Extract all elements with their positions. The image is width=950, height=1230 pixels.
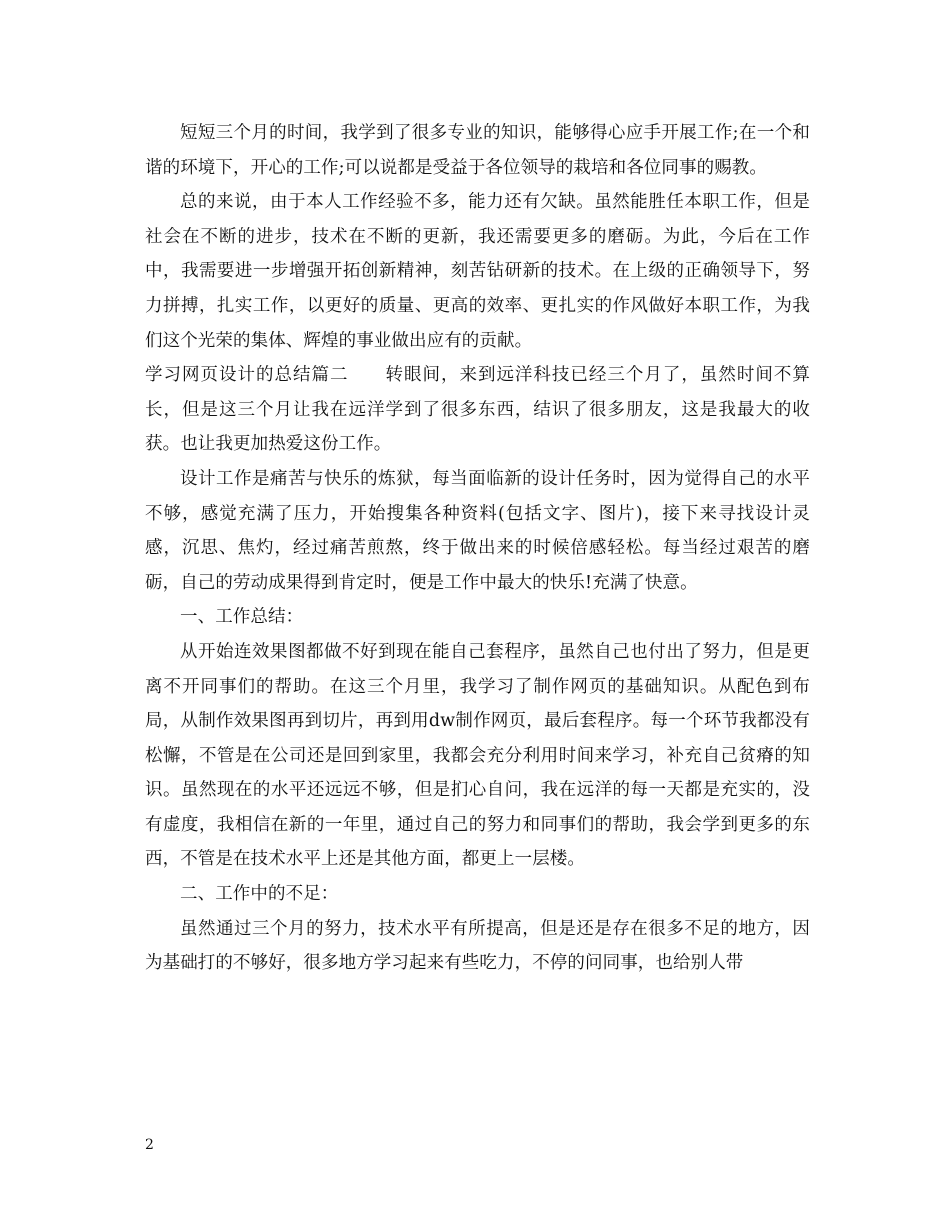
paragraph-8: 虽然通过三个月的努力，技术水平有所提高，但是还是存在很多不足的地方，因为基础打的不够好，很多地方学习起来有些吃力，不停的问同事，也给别人带 (145, 918, 810, 974)
paragraph-3-section-title: 学习网页设计的总结篇二 转眼间，来到远洋科技已经三个月了，虽然时间不算长，但是这三个月让我在远洋学到了很多东西，结识了很多朋友，这是我最大的收获。也让我更加热爱这份工作。 (145, 365, 810, 455)
heading-work-summary: 一、工作总结： (180, 607, 304, 628)
paragraph-6: 从开始连效果图都做不好到现在能自己套程序，虽然自己也付出了努力，但是更离不开同事们的帮助。在这三个月里，我学习了制作网页的基础知识。从配色到布局，从制作效果图再到切片，再到用dw制作网页，最后套程序。每一个环节我都没有松懈，不管是在公司还是回到家里，我都会充分利用时间来学习，补充自己贫瘠的知识。虽然现在的水平还远远不够，但是扪心自问，我在远洋的每一天都是充实的，没有虚度，我相信在新的一年里，通过自己的努力和同事们的帮助，我会学到更多的东西，不管是在技术水平上还是其他方面，都更上一层楼。 (145, 641, 810, 870)
heading-shortcomings: 二、工作中的不足： (180, 884, 339, 905)
paragraph-2: 总的来说，由于本人工作经验不多，能力还有欠缺。虽然能胜任本职工作，但是社会在不断的进步，技术在不断的更新，我还需要更多的磨砺。为此，今后在工作中，我需要进一步增强开拓创新精神，刻苦钻研新的技术。在上级的正确领导下，努力拼搏，扎实工作，以更好的质量、更高的效率、更扎实的作风做好本职工作，为我们这个光荣的集体、辉煌的事业做出应有的贡献。 (145, 192, 810, 351)
paragraph-4: 设计工作是痛苦与快乐的炼狱，每当面临新的设计任务时，因为觉得自己的水平不够，感觉充满了压力，开始搜集各种资料(包括文字、图片)，接下来寻找设计灵感，沉思、焦灼，经过痛苦煎熬，终于做出来的时候倍感轻松。每当经过艰苦的磨砺，自己的劳动成果得到肯定时，便是工作中最大的快乐!充满了快意。 (145, 468, 810, 593)
document-body (145, 116, 810, 981)
page-number: 2 (145, 1137, 154, 1153)
paragraph-1: 短短三个月的时间，我学到了很多专业的知识，能够得心应手开展工作;在一个和谐的环境下，开心的工作;可以说都是受益于各位领导的栽培和各位同事的赐教。 (145, 123, 810, 178)
